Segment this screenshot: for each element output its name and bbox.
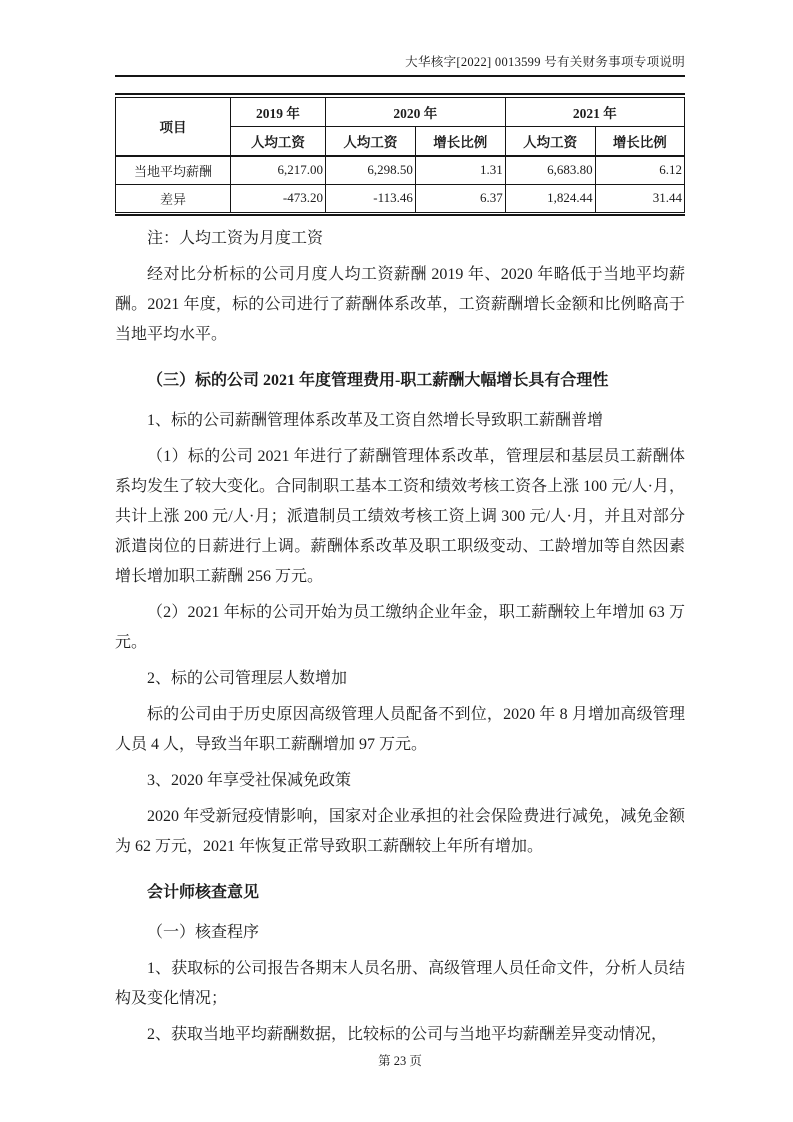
table-cell: 31.44 [595, 184, 684, 212]
table-cell: -113.46 [325, 184, 415, 212]
paragraph-item1-sub1: （1）标的公司 2021 年进行了薪酬管理体系改革，管理层和基层员工薪酬体系均发生了较大变化。合同制职工基本工资和绩效考核工资各上涨 100 元/人·月，共计上涨 200 元/人·月；派遣制员工绩效考核工资上调 300 元/人·月，并且对部分派遣岗位的日薪进行上调。薪酬体系改革及职工职级变动、工龄增加等自然因素增长增加职工薪酬 256 万元。 [115, 448, 685, 585]
page-number: 第 23 页 [378, 1054, 422, 1068]
table-header-avg-wage-2020: 人均工资 [325, 126, 415, 156]
paragraph-procedure-1: 1、获取标的公司报告各期末人员名册、高级管理人员任命文件，分析人员结构及变化情况； [115, 960, 685, 1007]
table-cell: 6.12 [595, 156, 684, 185]
table-header-avg-wage-2021: 人均工资 [505, 126, 595, 156]
row-label: 当地平均薪酬 [116, 156, 231, 185]
table-cell: -473.20 [230, 184, 325, 212]
paragraph-procedure-2: 2、获取当地平均薪酬数据，比较标的公司与当地平均薪酬差异变动情况， [147, 1026, 668, 1043]
table-row-difference [116, 184, 685, 212]
table-header-item: 项目 [116, 97, 231, 156]
table-header-year-2021: 2021 年 [505, 97, 684, 126]
salary-comparison-table [115, 97, 685, 213]
doc-reference-text: 大华核字[2022] 0013599 号有关财务事项专项说明 [405, 55, 685, 69]
paragraph-item1-sub2: （2）2021 年标的公司开始为员工缴纳企业年金，职工薪酬较上年增加 63 万元。 [115, 604, 685, 651]
paragraph-item3-title: 3、2020 年享受社保减免政策 [147, 772, 352, 789]
document-body [115, 224, 685, 1050]
table-cell: 6.37 [415, 184, 505, 212]
heading-auditor-opinion: 会计师核查意见 [147, 884, 260, 901]
header-divider [115, 75, 685, 77]
table-cell: 1.31 [415, 156, 505, 185]
table-header-avg-wage-2019: 人均工资 [230, 126, 325, 156]
paragraph-item1-title: 1、标的公司薪酬管理体系改革及工资自然增长导致职工薪酬普增 [147, 412, 604, 429]
table-header-year-2020: 2020 年 [325, 97, 505, 126]
row-label: 差异 [116, 184, 231, 212]
paragraph-item2-title: 2、标的公司管理层人数增加 [147, 670, 348, 687]
salary-comparison-table-wrapper [115, 93, 685, 216]
table-cell: 1,824.44 [505, 184, 595, 212]
paragraph-comparison-analysis: 经对比分析标的公司月度人均工资薪酬 2019 年、2020 年略低于当地平均薪酬。2021 年度，标的公司进行了薪酬体系改革，工资薪酬增长金额和比例略高于当地平均水平。 [115, 266, 685, 343]
table-note: 注：人均工资为月度工资 [147, 230, 324, 247]
table-cell: 6,298.50 [325, 156, 415, 185]
table-cell: 6,683.80 [505, 156, 595, 185]
table-row-local-average [116, 156, 685, 185]
running-header [115, 0, 685, 77]
table-header-row-years [116, 97, 685, 126]
table-header-growth-2021: 增长比例 [595, 126, 684, 156]
page-content [115, 0, 685, 1056]
table-cell: 6,217.00 [230, 156, 325, 185]
paragraph-procedure-title: （一）核查程序 [147, 924, 260, 941]
paragraph-item2-body: 标的公司由于历史原因高级管理人员配备不到位，2020 年 8 月增加高级管理人员 4 人，导致当年职工薪酬增加 97 万元。 [115, 706, 685, 753]
table-header-growth-2020: 增长比例 [415, 126, 505, 156]
paragraph-item3-body: 2020 年受新冠疫情影响，国家对企业承担的社会保险费进行减免，减免金额为 62 万元，2021 年恢复正常导致职工薪酬较上年所有增加。 [115, 808, 685, 855]
table-header-year-2019: 2019 年 [230, 97, 325, 126]
section-heading-3: （三）标的公司 2021 年度管理费用-职工薪酬大幅增长具有合理性 [147, 372, 609, 389]
